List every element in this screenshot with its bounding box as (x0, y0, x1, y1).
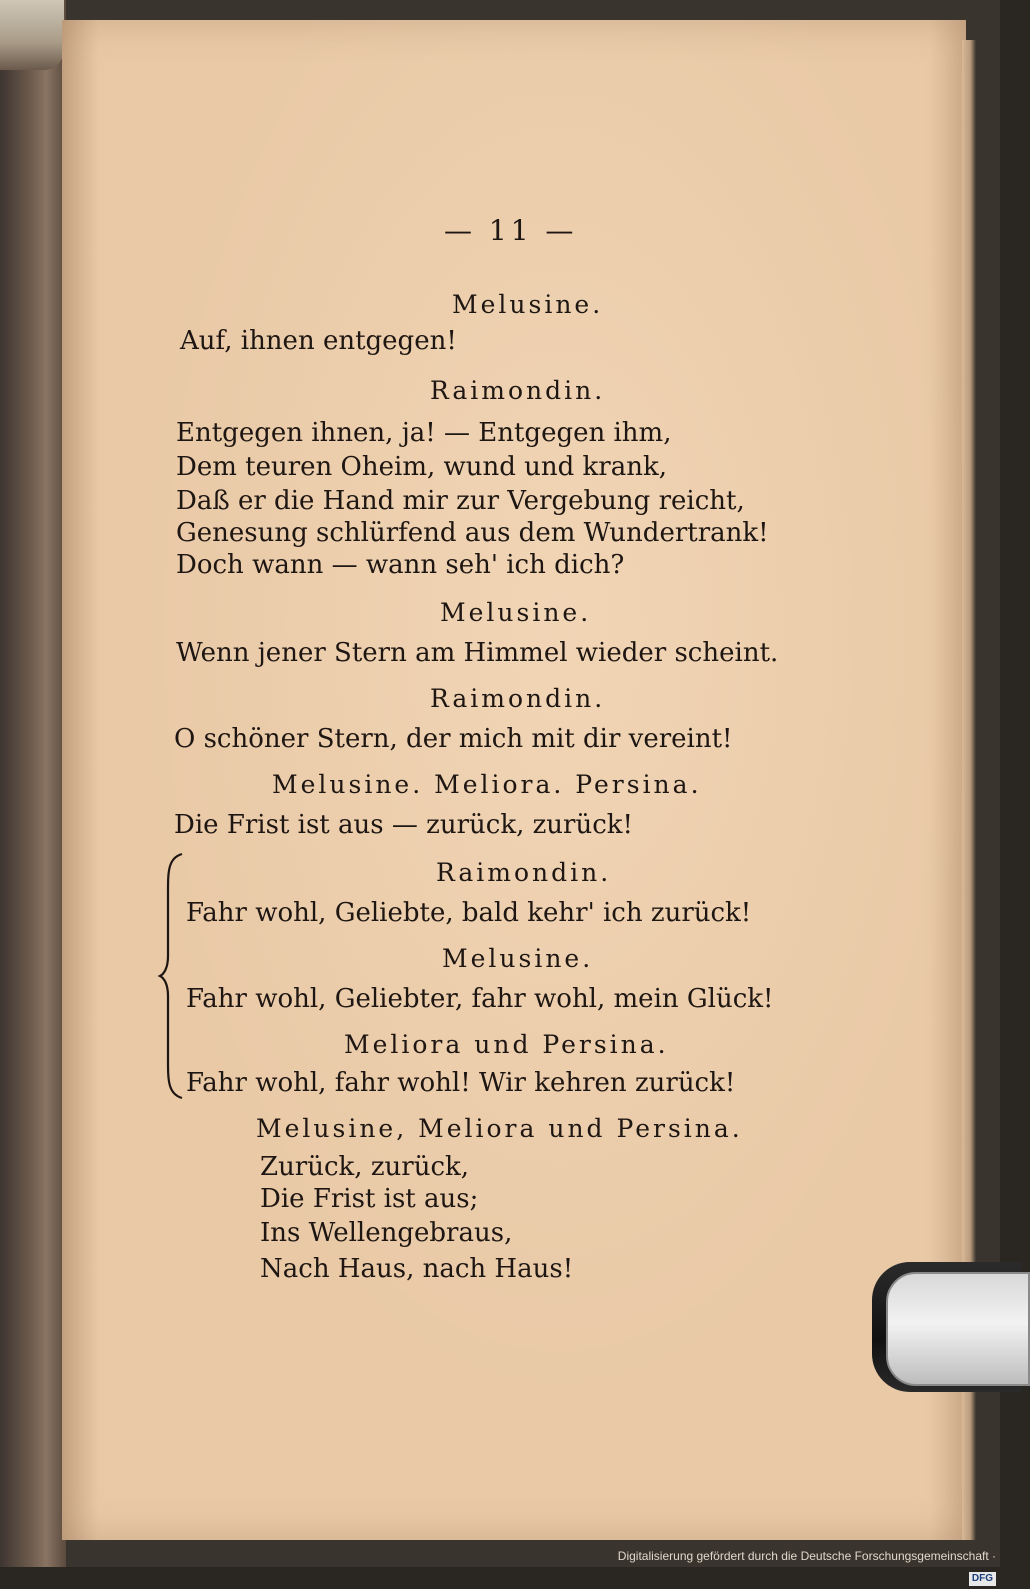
verse-line: Entgegen ihnen, ja! — Entgegen ihm, (176, 418, 672, 448)
verse-line: Doch wann — wann seh' ich dich? (176, 550, 625, 580)
speaker-label: Melusine. (452, 290, 604, 319)
verse-line: O schöner Stern, der mich mit dir vereint! (174, 724, 733, 754)
speaker-label: Melusine, Meliora und Persina. (256, 1114, 743, 1143)
binding-corner (0, 0, 64, 70)
verse-line: Daß er die Hand mir zur Vergebung reicht, (176, 486, 745, 516)
verse-line: Die Frist ist aus; (260, 1184, 479, 1214)
verse-line: Genesung schlürfend aus dem Wundertrank! (176, 518, 769, 548)
speaker-label: Melusine. (440, 598, 592, 627)
digitization-credit (600, 1545, 1000, 1584)
verse-line: Nach Haus, nach Haus! (260, 1254, 574, 1284)
verse-line: Auf, ihnen entgegen! (180, 326, 457, 356)
credit-text: Digitalisierung gefördert durch die Deutsche Forschungsgemeinschaft · (617, 1549, 996, 1563)
speaker-label: Raimondin. (430, 684, 606, 713)
page-clip-highlight (886, 1272, 1030, 1386)
verse-line: Dem teuren Oheim, wund und krank, (176, 452, 668, 482)
speaker-label: Melusine. Meliora. Persina. (272, 770, 702, 799)
speaker-label: Raimondin. (430, 376, 606, 405)
speaker-label: Meliora und Persina. (344, 1030, 669, 1059)
verse-line: Fahr wohl, fahr wohl! Wir kehren zurück! (186, 1068, 736, 1098)
verse-line: Die Frist ist aus — zurück, zurück! (174, 810, 633, 840)
speaker-label: Raimondin. (436, 858, 612, 887)
verse-line: Fahr wohl, Geliebte, bald kehr' ich zurück! (186, 898, 752, 928)
page-number: — 11 — (444, 214, 578, 247)
dfg-logo: DFG (969, 1572, 996, 1586)
curly-brace (158, 852, 186, 1100)
speaker-label: Melusine. (442, 944, 594, 973)
verse-line: Wenn jener Stern am Himmel wieder scheint. (176, 638, 779, 668)
verse-line: Ins Wellengebraus, (260, 1218, 513, 1248)
book-spine (0, 0, 66, 1567)
verse-line: Fahr wohl, Geliebter, fahr wohl, mein Glück! (186, 984, 774, 1014)
verse-line: Zurück, zurück, (260, 1152, 470, 1182)
